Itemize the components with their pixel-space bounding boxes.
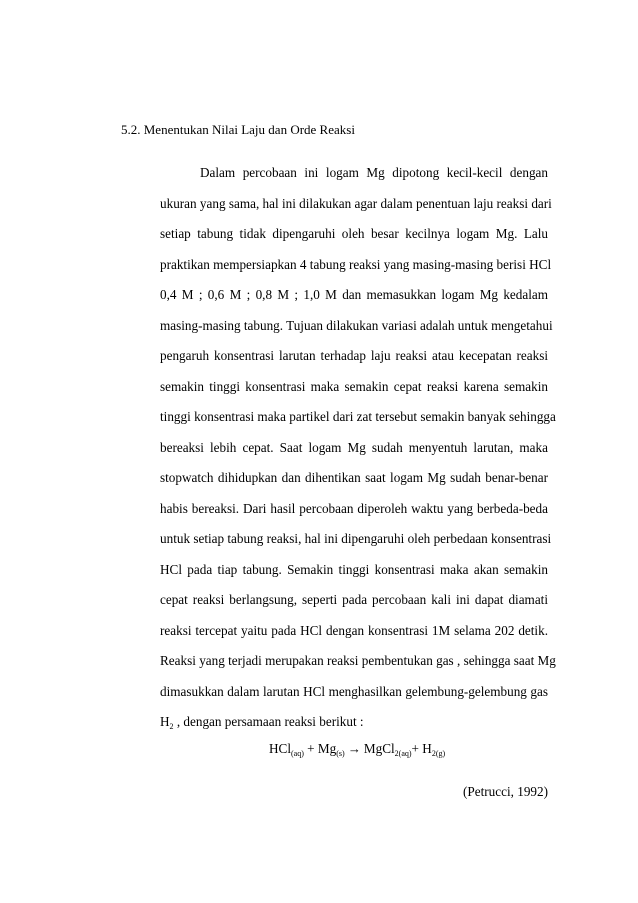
body-paragraph [160,164,556,744]
paragraph-line: habis bereaksi. Dari hasil percobaan diperoleh waktu yang berbeda-beda [160,500,548,516]
paragraph-line: cepat reaksi berlangsung, seperti pada percobaan kali ini dapat diamati [160,592,548,607]
reaction-arrow-icon: → [347,741,361,756]
last-line-text: , dengan persamaan reaksi berikut : [173,714,364,729]
paragraph-line: HCl pada tiap tabung. Semakin tinggi konsentrasi maka akan semakin [160,561,548,577]
paragraph-line: untuk setiap tabung reaksi, hal ini dipengaruhi oleh perbedaan konsentrasi [160,531,552,546]
paragraph-line: dimasukkan dalam larutan HCl menghasilkan gelembung-gelembung gas [160,683,548,699]
paragraph-line: reaksi tercepat yaitu pada HCl dengan konsentrasi 1M selama 202 detik. [160,622,548,638]
paragraph-last-line [160,713,548,744]
eq-mg-state: (s) [336,749,345,758]
paragraph-line: tinggi konsentrasi maka partikel dari zat tersebut semakin banyak sehingga [160,409,556,424]
paragraph-line: masing-masing tabung. Tujuan dilakukan variasi adalah untuk mengetahui [160,317,553,333]
paragraph-line: stopwatch dihidupkan dan dihentikan saat logam Mg sudah benar-benar [160,470,548,485]
paragraph-line: pengaruh konsentrasi larutan terhadap laju reaksi atau kecepatan reaksi [160,348,548,363]
eq-plus-mg: + Mg [303,741,337,756]
paragraph-line: Dalam percobaan ini logam Mg dipotong kecil-kecil dengan [200,165,548,180]
hydrogen-symbol: H [160,714,170,729]
hydrogen-subscript: 2 [169,722,174,731]
eq-hcl: HCl [269,741,291,756]
paragraph-line: semakin tinggi konsentrasi maka semakin cepat reaksi karena semakin [160,378,548,394]
paragraph-line: Reaksi yang terjadi merupakan reaksi pembentukan gas , sehingga saat Mg [160,653,556,668]
eq-hcl-state: (aq) [290,749,304,758]
paragraph-line: bereaksi lebih cepat. Saat logam Mg sudah menyentuh larutan, maka [160,439,548,455]
eq-h2-state: 2(g) [431,749,446,758]
paragraph-line: ukuran yang sama, hal ini dilakukan agar dalam penentuan laju reaksi dari [160,195,552,211]
eq-plus-h: + H [411,741,432,756]
chemical-equation [269,740,445,758]
eq-mgcl: MgCl [363,741,395,756]
paragraph-line: praktikan mempersiapkan 4 tabung reaksi yang masing-masing berisi HCl [160,256,552,272]
section-heading: 5.2. Menentukan Nilai Laju dan Orde Reaksi [121,122,355,137]
paragraph-line: 0,4 M ; 0,6 M ; 0,8 M ; 1,0 M dan memasukkan logam Mg kedalam [160,287,548,302]
eq-mgcl-state: 2(aq) [394,749,412,758]
citation: (Petrucci, 1992) [463,784,548,799]
paragraph-line: setiap tabung tidak dipengaruhi oleh besar kecilnya logam Mg. Lalu [160,226,548,241]
